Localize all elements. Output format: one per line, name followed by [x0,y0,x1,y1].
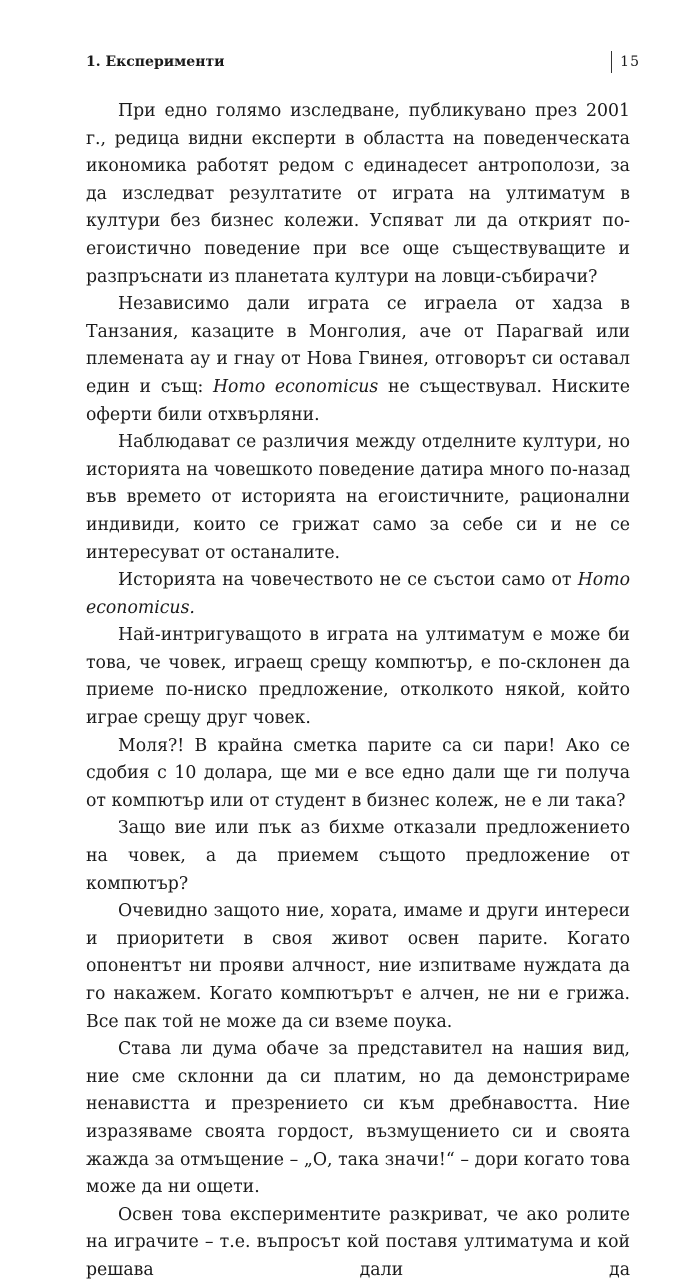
paragraph [86,567,630,622]
italic-term: Homo economicus. [86,570,630,618]
chapter-title: 1. Експерименти [86,54,225,70]
paragraph [86,815,630,898]
text-run: не съществувал. Ниските оферти били отхвърляни. [86,376,630,425]
italic-term: Homo economicus [212,376,379,397]
folio [611,50,640,74]
text-run: Става ли дума обаче за представител на нашия вид, ние сме склонни да си платим, но да демонстрираме ненавистта и презрението си към дребнавостта. Ние изразяваме своята гордост, възмущението си и своята жажда за отмъщение – „О, така значи!“ – дори когато това може да ни ощети. [86,1039,630,1198]
body-text [86,98,630,1285]
paragraph [86,1202,630,1285]
text-run: Защо вие или пък аз бихме отказали предложението на човек, а да приемем същото предложение от компютър? [86,818,630,894]
paragraph [86,1036,630,1202]
paragraph [86,291,630,429]
page-number: 15 [620,54,640,70]
text-run: Моля?! В крайна сметка парите са си пари! Ако се сдобия с 10 долара, ще ми е все едно дали ще ги получа от компютър или от студент в бизнес колеж, не е ли така? [86,735,630,811]
paragraph [86,622,630,732]
folio-divider [611,51,612,73]
paragraph [86,898,630,1036]
paragraph [86,98,630,291]
text-run: Очевидно защото ние, хората, имаме и други интереси и приоритети в своя живот освен парите. Когато опонентът ни прояви алчност, ние изпитваме нуждата да го накажем. Когато компютърът е алчен, не ни е грижа. Все пак той не може да си вземе поука. [86,901,630,1032]
text-run: При едно голямо изследване, публикувано през 2001 г., редица видни експерти в областта на поведенческата икономика работят редом с единадесет антрополози, за да изследват резултатите от играта на ултиматум в култури без бизнес колежи. Успяват ли да открият по-егоистично поведение при все още съществуващите и разпръснати из планетата култури на ловци-събирачи? [86,101,630,287]
paragraph [86,733,630,816]
running-head [86,50,640,74]
text-run: Освен това експериментите разкриват, че ако ролите на играчите – т.е. въпросът кой поставя ултиматума и кой решава дали да [86,1204,630,1280]
text-run: Независимо дали играта се играела от хадза в Танзания, казаците в Монголия, аче от Парагвай или племената ау и гнау от Нова Гвинея, отговорът си оставал един и същ: [86,294,630,397]
text-run: Най-интригуващото в играта на ултиматум е може би това, че човек, играещ срещу компютър, е по-склонен да приеме по-ниско предложение, отколкото някой, който играе срещу друг човек. [86,625,630,729]
paragraph [86,429,630,567]
text-run: Историята на човечеството не се състои само от [118,570,578,591]
text-run: Наблюдават се различия между отделните култури, но историята на човешкото поведение датира много по-назад във времето от историята на егоистичните, рационални индивиди, които се грижат само за себе си и не се интересуват от останалите. [86,432,630,563]
